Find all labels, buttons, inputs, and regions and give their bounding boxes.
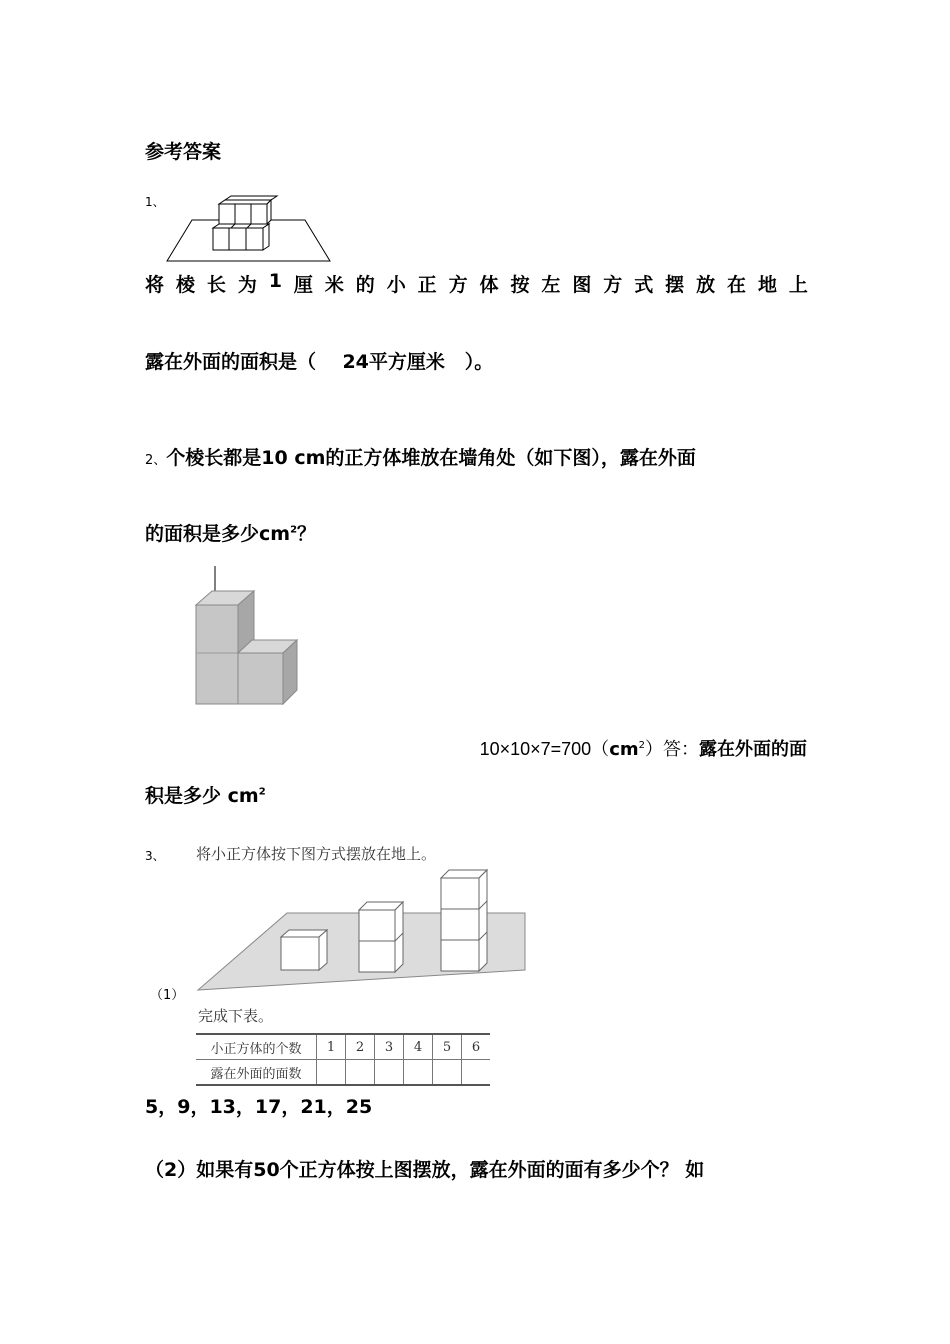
question-1-char: 上 xyxy=(788,274,808,296)
question-1-text-line2: 露在外面的面积是（ 24平方厘米 ）。 xyxy=(145,351,494,373)
question-mark: ？ xyxy=(297,523,317,545)
question-2-number: 2、 xyxy=(145,453,167,468)
cube-top-3 xyxy=(251,204,267,224)
table-cell: 3 xyxy=(375,1034,404,1060)
question-1-char: 米 xyxy=(324,274,344,296)
question-1-char: 地 xyxy=(757,274,777,296)
unit: cm xyxy=(609,739,639,760)
table-header-cell: 露在外面的面数 xyxy=(196,1060,317,1086)
question-3-answers: 5，9，13，17，21，25 xyxy=(145,1096,373,1118)
question-1-char: 1 xyxy=(268,270,282,292)
tower-1-cube-1 xyxy=(281,937,319,970)
cube-bottom-1 xyxy=(213,228,229,250)
question-3-number: 3、 xyxy=(145,849,165,863)
question-1-char: 摆 xyxy=(665,274,685,296)
calculation: 10×10×7=700（ xyxy=(479,739,610,759)
table-header-cell: 小正方体的个数 xyxy=(196,1034,317,1060)
question-1-char: 正 xyxy=(417,274,437,296)
table-cell-empty xyxy=(317,1060,346,1086)
question-2-line2-text: 的面积是多少cm xyxy=(145,523,291,545)
question-2-text-line3 xyxy=(145,781,266,808)
corner-cubes-figure xyxy=(190,563,305,708)
table-cell-empty xyxy=(433,1060,462,1086)
small-cube xyxy=(238,653,283,704)
question-1-char: 体 xyxy=(479,274,499,296)
table-row xyxy=(196,1034,490,1060)
answer-text: 露在外面的面 xyxy=(699,739,807,760)
question-1-number: 1、 xyxy=(145,195,165,209)
part-1-label: （1） xyxy=(150,988,185,1003)
cube-stack-figure-1 xyxy=(165,195,335,265)
tall-column xyxy=(196,605,238,704)
superscript: 2 xyxy=(258,786,266,798)
answer-text-cont: 积是多少 cm xyxy=(145,785,259,807)
table-title: 完成下表。 xyxy=(198,1007,274,1025)
table-cell-empty xyxy=(462,1060,491,1086)
table-cell: 4 xyxy=(404,1034,433,1060)
tower-3-cube-1 xyxy=(441,940,479,971)
cube-top-1 xyxy=(219,204,235,224)
question-2-text-line1 xyxy=(145,443,696,470)
table-cell-empty xyxy=(375,1060,404,1086)
question-1-char: 将 xyxy=(145,274,165,296)
question-1-char: 放 xyxy=(696,274,716,296)
answer-table xyxy=(196,1033,490,1086)
question-2-text-line2 xyxy=(145,519,316,546)
calculation-line xyxy=(480,735,807,761)
question-1-char: 方 xyxy=(448,274,468,296)
cube-towers-figure xyxy=(195,865,530,995)
page-title: 参考答案 xyxy=(145,141,222,163)
question-1-char: 小 xyxy=(386,274,406,296)
tower-2-cube-2 xyxy=(359,910,395,941)
question-3-intro: 将小正方体按下图方式摆放在地上。 xyxy=(196,845,437,863)
question-1-char: 厘 xyxy=(293,274,313,296)
question-1-char: 棱 xyxy=(175,274,195,296)
question-1-char: 为 xyxy=(237,274,257,296)
tower-2-cube-1 xyxy=(359,941,395,972)
cube-top-2 xyxy=(235,204,251,224)
answer-label: ）答： xyxy=(645,739,699,759)
question-1-char: 式 xyxy=(634,274,654,296)
table-cell: 1 xyxy=(317,1034,346,1060)
question-1-char: 按 xyxy=(510,274,530,296)
table-cell: 6 xyxy=(462,1034,491,1060)
table-row xyxy=(196,1060,490,1086)
superscript: 2 xyxy=(638,740,645,751)
tower-3-cube-2 xyxy=(441,909,479,940)
table-cell-empty xyxy=(346,1060,375,1086)
tower-3-cube-3 xyxy=(441,878,479,909)
table-cell: 5 xyxy=(433,1034,462,1060)
cube-bottom-2 xyxy=(229,228,246,250)
table-cell-empty xyxy=(404,1060,433,1086)
question-1-char: 的 xyxy=(355,274,375,296)
question-1-char: 图 xyxy=(572,274,592,296)
table-cell: 2 xyxy=(346,1034,375,1060)
cube-bottom-3 xyxy=(246,228,263,250)
question-1-char: 方 xyxy=(603,274,623,296)
superscript: 2 xyxy=(290,524,298,536)
question-2-text: 个棱长都是10 cm的正方体堆放在墙角处（如下图），露在外面 xyxy=(166,447,696,469)
question-3-part-2: （2）如果有50个正方体按上图摆放，露在外面的面有多少个？ 如 xyxy=(145,1159,705,1181)
question-1-char: 左 xyxy=(541,274,561,296)
question-1-char: 在 xyxy=(727,274,747,296)
question-1-char: 长 xyxy=(206,274,226,296)
question-1-text-line1 xyxy=(145,270,808,297)
